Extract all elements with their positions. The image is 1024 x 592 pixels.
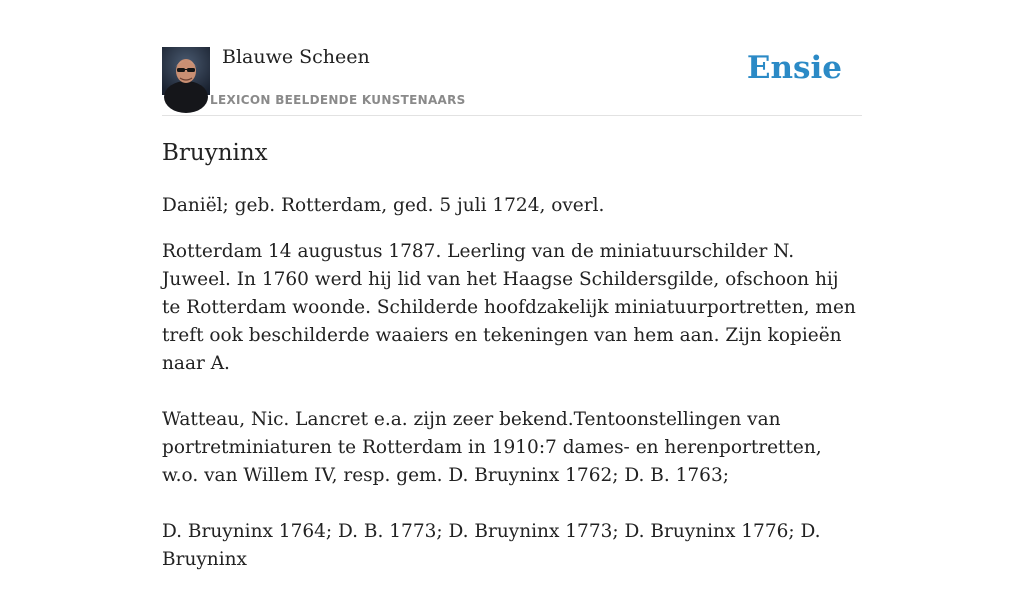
- author-avatar[interactable]: [162, 47, 210, 95]
- collection-label[interactable]: LEXICON BEELDENDE KUNSTENAARS: [210, 93, 466, 107]
- person-photo-avatar-icon: [162, 47, 210, 95]
- article-title: Bruyninx: [162, 140, 268, 166]
- article-body: [162, 192, 862, 592]
- article-paragraph: D. Bruyninx 1764; D. B. 1773; D. Bruyninx 1773; D. Bruyninx 1776; D. Bruyninx: [162, 521, 821, 570]
- author-name[interactable]: Blauwe Scheen: [222, 46, 370, 68]
- content-container: [162, 0, 862, 570]
- article-paragraph: Watteau, Nic. Lancret e.a. zijn zeer bekend.Tentoonstellingen van portretminiaturen te Rotterdam in 1910:7 dames- en herenportretten, w.o. van Willem IV, resp. gem. D. Bruyninx 1762; D. B. 1763;: [162, 409, 822, 486]
- article-paragraph: Rotterdam 14 augustus 1787. Leerling van de miniatuurschilder N. Juweel. In 1760 werd hij lid van het Haagse Schildersgilde, ofschoon hij te Rotterdam woonde. Schilderde hoofdzakelijk miniatuurportretten, men treft ook beschilderde waaiers en tekeningen van hem aan. Zijn kopieën naar A.: [162, 241, 856, 374]
- header: [162, 0, 862, 116]
- article-paragraph: Daniël; geb. Rotterdam, ged. 5 juli 1724, overl.: [162, 195, 605, 216]
- brand-logo[interactable]: Ensie: [746, 50, 842, 86]
